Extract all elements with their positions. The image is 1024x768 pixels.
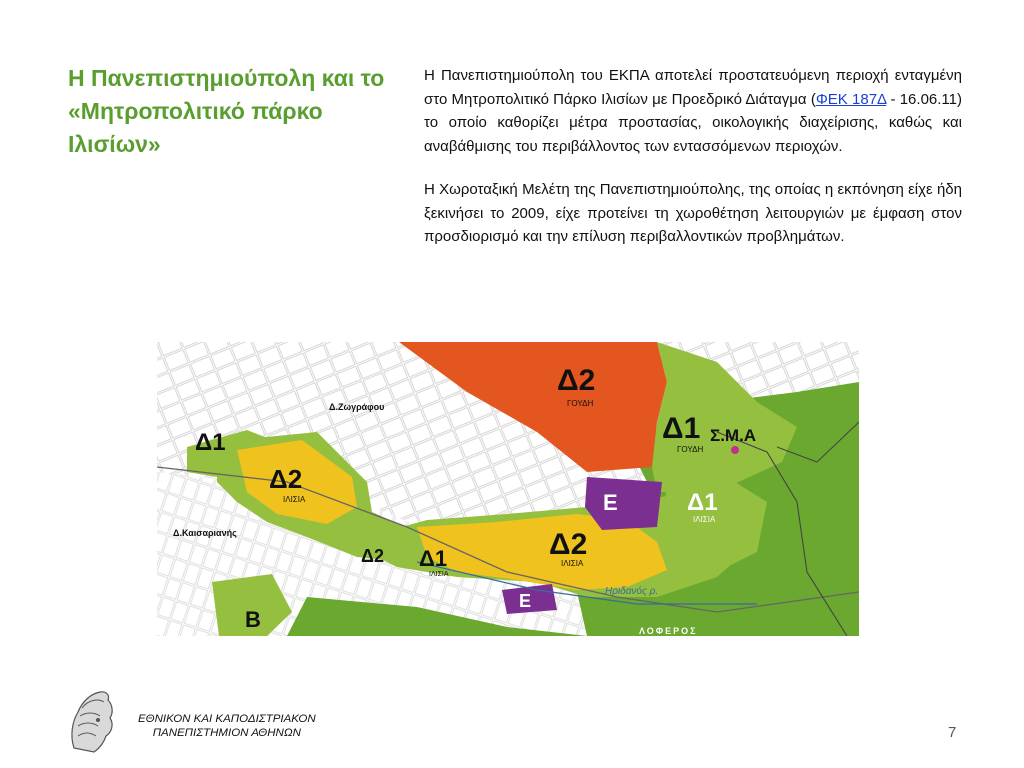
university-logo (64, 686, 118, 756)
label-kaisariani: Δ.Καισαριανής (173, 528, 237, 538)
university-name (138, 712, 316, 740)
label-sma: Σ.Μ.Α (710, 426, 757, 445)
label-d1-ilisia-right: Δ1 (687, 489, 718, 516)
label-d2-ilisia-left: Δ2 (269, 464, 303, 494)
label-ilisia-1: ΙΛΙΣΙΑ (283, 495, 306, 504)
paragraph-1-before: Η Πανεπιστημιούπολη του ΕΚΠΑ αποτελεί προστατευόμενη περιοχή ενταγμένη στο Μητροπολιτικό Πάρκο Ιλισίων με Προεδρικό Διάταγμα ( (424, 67, 962, 108)
paragraph-1 (424, 64, 962, 158)
sma-marker (731, 446, 739, 454)
label-zografou: Δ.Ζωγράφου (329, 402, 385, 412)
paragraph-1-after: - 16.06.11) το οποίο καθορίζει μέτρα προστασίας, οικολογικής διαχείρισης, καθώς και αναβάθμισης του περιβάλλοντος των εντασσόμενων περιοχών. (424, 90, 962, 155)
label-b-zone: Β (245, 607, 261, 632)
label-goudi-1: ΓΟΥΔΗ (567, 399, 594, 408)
zoning-map-svg (157, 342, 859, 636)
paragraph-2: Η Χωροταξική Μελέτη της Πανεπιστημιούπολης, της οποίας η εκπόνηση είχε ήδη ξεκινήσει το 2009, είχε προτείνει τη χωροθέτηση λειτουργιών με έμφαση στον προσδιορισμό και την επίλυση περιβαλλοντικών προβλημάτων. (424, 181, 962, 245)
page-number: 7 (948, 724, 957, 741)
university-line-1: ΕΘΝΙΚΟΝ ΚΑΙ ΚΑΠΟΔΙΣΤΡΙΑΚΟΝ (138, 713, 316, 725)
label-d1-goudi: Δ1 (662, 412, 701, 445)
slide-title: Η Πανεπιστημιούπολη και το «Μητροπολιτικό πάρκο Ιλισίων» (68, 65, 385, 157)
label-ilisia-2: ΙΛΙΣΙΑ (693, 515, 716, 524)
label-lofos: ΛΟΦΕΡΟΣ (639, 626, 698, 636)
body-text (424, 64, 962, 269)
university-line-2: ΠΑΝΕΠΙΣΤΗΜΙΟΝ ΑΘΗΝΩΝ (152, 727, 301, 739)
zoning-map (157, 342, 859, 636)
label-d1-small: Δ1 (419, 546, 448, 571)
label-d2-small: Δ2 (361, 546, 384, 566)
label-e-lower: Ε (519, 591, 532, 611)
label-e-upper: Ε (603, 490, 618, 515)
zone-e-upper (585, 477, 662, 530)
label-eridanos: Ηριδανός ρ. (605, 586, 659, 597)
label-ilisia-3: ΙΛΙΣΙΑ (561, 559, 584, 568)
label-ilisia-4: ΙΛΙΣΙΑ (429, 571, 449, 578)
athena-head-icon (64, 686, 118, 756)
label-d1-west: Δ1 (195, 429, 226, 456)
label-goudi-2: ΓΟΥΔΗ (677, 445, 704, 454)
fek-link[interactable]: ΦΕΚ 187Δ (815, 90, 887, 108)
label-d2-center: Δ2 (549, 528, 588, 561)
label-d2-goudi: Δ2 (557, 364, 596, 397)
